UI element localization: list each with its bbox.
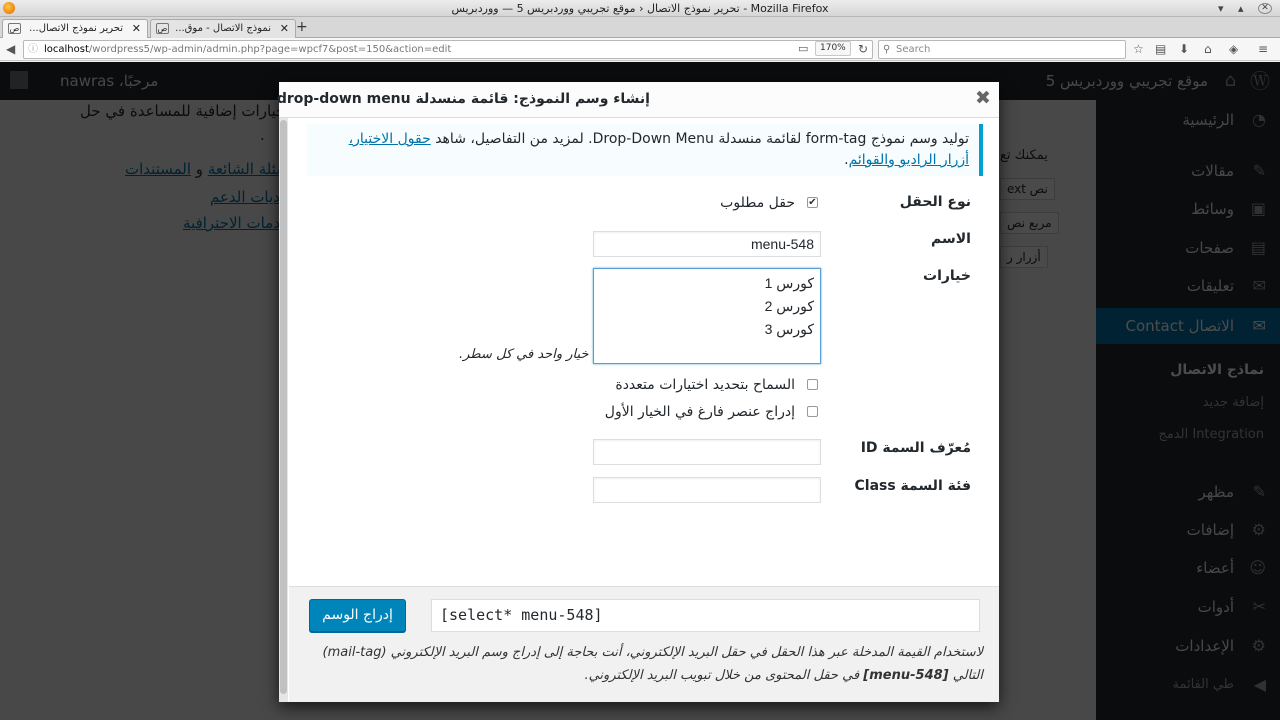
notice-end: . <box>844 152 849 168</box>
include-blank-checkbox[interactable] <box>807 406 818 417</box>
options-note: خيار واحد في كل سطر. <box>459 347 589 362</box>
required-checkbox[interactable]: ✔ <box>808 197 817 208</box>
reader-view-icon[interactable]: ▭ <box>798 42 809 55</box>
close-window-icon[interactable]: ✕ <box>1258 3 1272 14</box>
name-label: الاسم <box>931 231 971 247</box>
reload-icon[interactable]: ↻ <box>858 42 869 56</box>
tab-label: نموذج الاتصال - موق... <box>175 23 271 34</box>
options-label: خيارات <box>923 268 971 284</box>
navigation-bar <box>0 38 1280 61</box>
download-icon[interactable]: ⬇ <box>1179 42 1190 56</box>
zoom-level[interactable]: 170% <box>815 41 851 56</box>
id-attribute-input[interactable] <box>593 439 821 465</box>
close-tab-icon[interactable]: ✕ <box>279 22 289 35</box>
multiple-checkbox[interactable] <box>807 379 818 390</box>
generated-tag-field[interactable]: [select* menu-548] <box>431 599 980 632</box>
search-input[interactable] <box>878 40 1126 59</box>
new-tab-plus-icon[interactable]: + <box>296 19 308 35</box>
tab-contact-form-site[interactable] <box>150 19 296 38</box>
url-path: /wordpress5/wp-admin/admin.php?page=wpcf7&post=150&action=edit <box>88 44 452 55</box>
mail-tag-note <box>309 641 983 687</box>
home-icon[interactable]: ⌂ <box>1204 42 1212 56</box>
id-attribute-label: مُعرّف السمة ID <box>860 440 971 456</box>
tag-generator-modal <box>276 82 999 702</box>
close-icon[interactable]: ✖ <box>975 87 991 109</box>
name-input[interactable]: menu-548 <box>593 231 821 257</box>
bookmark-star-icon[interactable]: ☆ <box>1133 42 1144 56</box>
modal-footer <box>289 586 999 702</box>
insert-tag-button[interactable]: إدراج الوسم <box>309 599 406 632</box>
class-attribute-label: فئة السمة Class <box>854 478 971 494</box>
search-placeholder: Search <box>896 44 931 55</box>
tab-label: تحرير نموذج الاتصال... <box>29 23 123 34</box>
window-titlebar <box>0 0 1280 17</box>
mail-tag-note-post: في حقل المحتوى من خلال تبويب البريد الإلكتروني. <box>584 668 864 683</box>
minimize-icon[interactable]: ▾ <box>1218 2 1224 15</box>
required-label: حقل مطلوب <box>720 195 795 211</box>
wp-favicon-icon: ص <box>157 24 168 33</box>
back-arrow-icon[interactable]: ◀ <box>6 42 16 56</box>
field-type-label: نوع الحقل <box>899 194 971 210</box>
pocket-icon[interactable]: ◈ <box>1229 42 1239 56</box>
wp-favicon-icon: ص <box>9 24 20 33</box>
class-attribute-input[interactable] <box>593 477 821 503</box>
mail-tag-code: [menu-548] <box>863 668 949 683</box>
search-icon: ⚲ <box>883 44 891 55</box>
close-tab-icon[interactable]: ✕ <box>131 22 141 35</box>
scrollbar-thumb[interactable] <box>280 120 287 694</box>
choices-docs-link[interactable]: حقول الاختيار، أزرار الراديو والقوائم <box>348 131 969 168</box>
options-textarea[interactable]: كورس 1 كورس 2 كورس 3 <box>593 268 821 364</box>
tab-bar <box>0 17 1280 38</box>
tab-edit-contact-form[interactable] <box>2 19 148 38</box>
multiple-label: السماح بتحديد اختيارات متعددة <box>615 377 795 393</box>
library-icon[interactable]: ▤ <box>1155 42 1167 56</box>
hamburger-menu-icon[interactable]: ≡ <box>1258 42 1269 56</box>
mail-tag-note-pre: التالي <box>948 668 983 683</box>
modal-title: إنشاء وسم النموذج: قائمة منسدلة drop-down menu <box>276 91 650 107</box>
modal-header <box>276 82 999 118</box>
mail-tag-note-line1: لاستخدام القيمة المدخلة عبر هذا الحقل في حقل البريد الإلكتروني، أنت بحاجة إلى إدراج وسم البريد الإلكتروني (mail-tag) <box>322 645 983 660</box>
window-title: تحرير نموذج الاتصال ‹ موقع تجريبي ووردبريس 5 — ووردبريس - Mozilla Firefox <box>451 2 829 15</box>
info-notice <box>307 124 983 176</box>
url-bar[interactable] <box>23 40 873 59</box>
modal-scrollbar[interactable] <box>279 118 288 702</box>
firefox-logo-icon <box>3 2 15 14</box>
notice-text: توليد وسم نموذج form-tag لقائمة منسدلة Drop-Down Menu. لمزيد من التفاصيل، شاهد <box>430 131 969 147</box>
url-host: localhost <box>44 44 89 55</box>
maximize-icon[interactable]: ▴ <box>1238 2 1244 15</box>
include-blank-label: إدراج عنصر فارغ في الخيار الأول <box>604 404 795 420</box>
info-icon: ⓘ <box>28 44 38 55</box>
